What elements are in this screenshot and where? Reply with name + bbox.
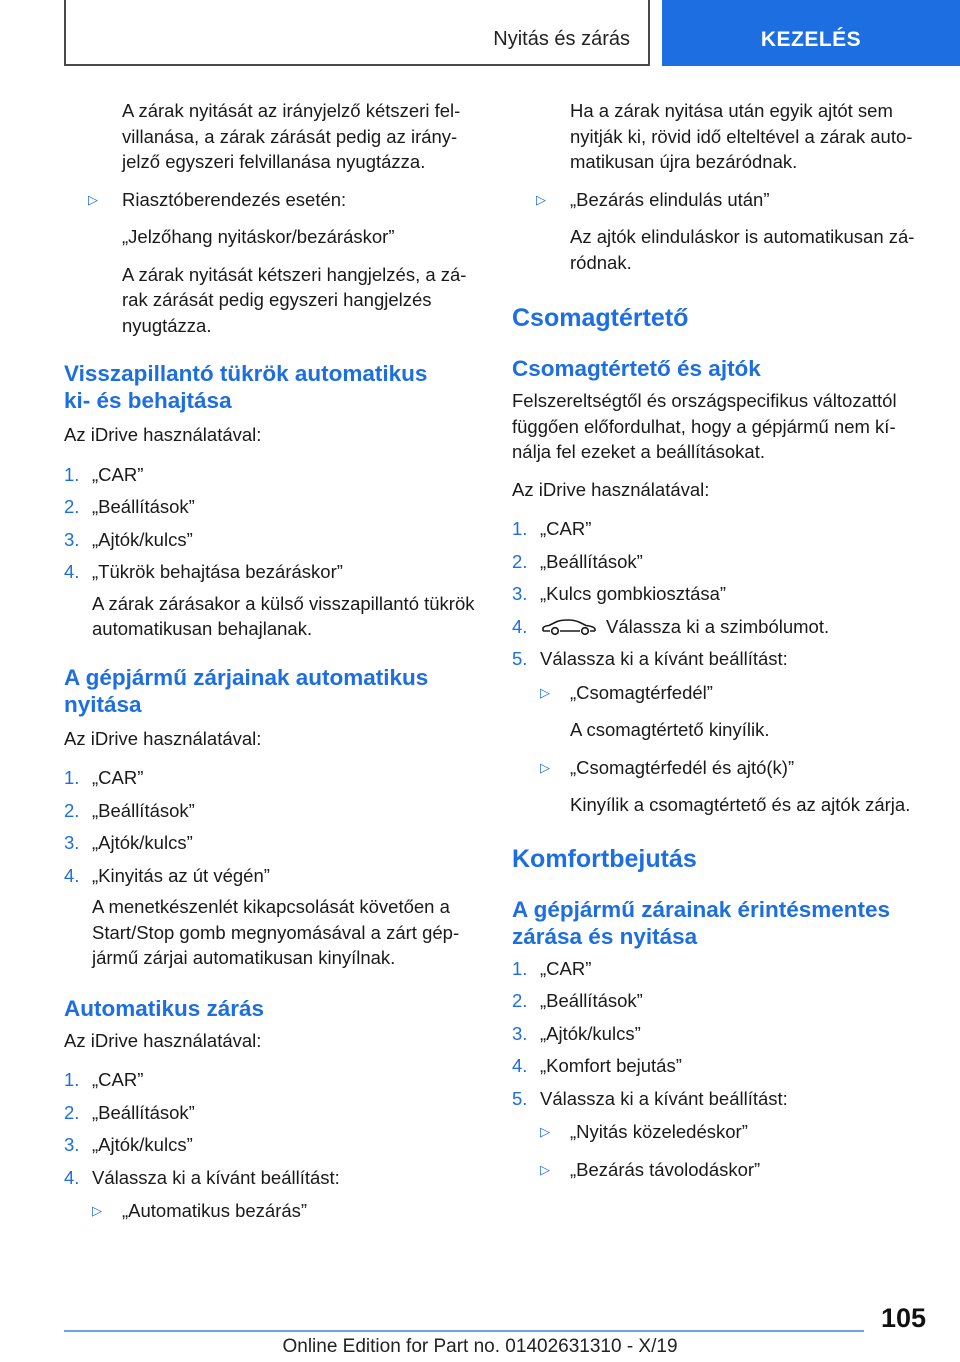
- list-item: 1. „CAR”: [512, 518, 592, 539]
- header-section-box: [64, 0, 650, 66]
- list-item: 1. „CAR”: [512, 957, 592, 979]
- triangle-bullet-icon: ▷: [540, 759, 550, 775]
- list-item: 2. „Beállítások”: [64, 496, 195, 517]
- right-column: [512, 98, 927, 1182]
- mirrors-note: A zárak zárásakor a külső visszapillantó tükrök automatikusan behajlanak.: [92, 592, 475, 639]
- left-column: [64, 98, 484, 1224]
- trunk-intro: Az iDrive használatával:: [512, 478, 710, 500]
- list-item: 4. „Tükrök behajtása bezáráskor”: [64, 561, 343, 582]
- list-item: 4. „Kinyitás az út végén”: [64, 864, 270, 886]
- intro-text: [64, 98, 484, 175]
- sub-option: ▷ „Csomagtérfedél”: [512, 680, 927, 706]
- list-item: 4. Válassza ki a szimbólumot.: [512, 615, 830, 637]
- heading-auto-unlock: A gépjármű zárjainak automatikus nyitása: [64, 664, 429, 717]
- triangle-bullet-icon: ▷: [92, 1203, 102, 1218]
- mirrors-steps: [64, 462, 484, 585]
- page-number: 105: [880, 1303, 926, 1333]
- list-item: 1. „CAR”: [64, 1069, 144, 1090]
- text-line: villanása, a zárak zárását pedig az irány-: [122, 125, 458, 147]
- auto-unlock-note: A menetkészenlét kikapcsolását követően a Start/Stop gomb megnyomásával a zárt gép- jármű zárjai automatikusan kinyílnak.: [92, 896, 460, 968]
- list-item: 1. „CAR”: [64, 767, 144, 788]
- list-item: 4. „Komfort bejutás”: [512, 1055, 682, 1076]
- list-item: 3. „Ajtók/kulcs”: [512, 1022, 641, 1044]
- relock-note: Ha a zárak nyitása után egyik ajtót sem nyitják ki, rövid idő elteltével a zárak auto- matikusan újra bezáródnak.: [570, 100, 913, 172]
- list-item: 3. „Ajtók/kulcs”: [64, 1134, 193, 1155]
- auto-lock-intro: Az iDrive használatával:: [64, 1029, 262, 1051]
- list-item: 2. „Beállítások”: [512, 990, 643, 1011]
- bullet-item-alarm: ▷ Riasztóberendezés esetén:: [64, 187, 484, 213]
- footer-divider: [64, 1330, 864, 1332]
- chapter-title: KEZELÉS: [760, 28, 862, 51]
- sub-option: ▷ „Automatikus bezárás”: [64, 1198, 484, 1224]
- auto-unlock-intro: Az iDrive használatával:: [64, 727, 262, 749]
- list-item: 2. „Beállítások”: [64, 1101, 195, 1123]
- bullet-item-drive-lock: ▷ „Bezárás elindulás után”: [512, 187, 927, 213]
- text-line: rak zárását pedig egyszeri hangjelzés: [122, 289, 432, 310]
- auto-unlock-steps: [64, 765, 484, 888]
- heading-trunk-doors: Csomagtértető és ajtók: [512, 356, 761, 381]
- sub-option: ▷ „Csomagtérfedél és ajtó(k)”: [512, 755, 927, 781]
- heading-comfort-access: Komfortbejutás: [512, 844, 697, 873]
- list-item: 3. „Ajtók/kulcs”: [64, 832, 193, 853]
- list-item: 3. „Ajtók/kulcs”: [64, 528, 193, 550]
- triangle-bullet-icon: ▷: [540, 1124, 550, 1139]
- drive-lock-description: Az ajtók elinduláskor is automatikusan zá- ródnak.: [570, 226, 915, 273]
- list-item: 1. „CAR”: [64, 463, 144, 485]
- list-item: 2. „Beállítások”: [64, 799, 195, 821]
- alarm-description: [64, 262, 484, 339]
- triangle-bullet-icon: ▷: [536, 191, 546, 207]
- list-item: 4. Válassza ki a kívánt beállítást:: [64, 1166, 340, 1188]
- list-item: 5. Válassza ki a kívánt beállítást:: [512, 648, 788, 669]
- text-line: nyugtázza.: [122, 314, 212, 336]
- car-symbol-icon: [540, 618, 598, 636]
- sub-option: ▷ „Nyitás közeledéskor”: [512, 1119, 927, 1145]
- heading-mirrors: Visszapillantó tükrök automatikus ki- és behajtása: [64, 361, 428, 413]
- list-item: 5. Válassza ki a kívánt beállítást:: [512, 1087, 788, 1109]
- auto-lock-steps: [64, 1067, 484, 1190]
- text-line: A zárak nyitását az irányjelző kétszeri fel-: [122, 100, 461, 121]
- heading-auto-lock: Automatikus zárás: [64, 995, 265, 1021]
- sub-option: ▷ „Bezárás távolodáskor”: [512, 1157, 927, 1183]
- text-line: A zárak nyitását kétszeri hangjelzés, a zá-: [122, 263, 467, 285]
- mirrors-intro: Az iDrive használatával:: [64, 424, 262, 445]
- trunk-steps: [512, 516, 927, 672]
- trunk-description: Felszereltségtől és országspecifikus változattól függően előfordulhat, hogy a gépjármű nem kí- nálja fel ezeket a beállításokat.: [512, 390, 897, 462]
- sub-option-description: A csomagtértető kinyílik.: [570, 719, 770, 740]
- triangle-bullet-icon: ▷: [540, 684, 550, 700]
- triangle-bullet-icon: ▷: [88, 191, 98, 207]
- heading-trunk: Csomagtértető: [512, 304, 689, 332]
- comfort-steps: [512, 956, 927, 1112]
- sub-option-description: Kinyílik a csomagtértető és az ajtók zárja.: [570, 794, 911, 815]
- triangle-bullet-icon: ▷: [540, 1161, 550, 1177]
- heading-contactless-locking: A gépjármű zárainak érintésmentes zárása és nyitása: [512, 896, 891, 949]
- alarm-option: „Jelzőhang nyitáskor/bezáráskor”: [122, 226, 395, 247]
- chapter-tab: [662, 0, 960, 66]
- list-item: 2. „Beállítások”: [512, 550, 643, 572]
- text-line: jelző egyszeri felvillanása nyugtázza.: [122, 151, 426, 172]
- footer-edition: Online Edition for Part no. 01402631310 - X/19: [282, 1336, 678, 1357]
- list-item: 3. „Kulcs gombkiosztása”: [512, 583, 727, 604]
- section-title: Nyitás és zárás: [493, 28, 630, 50]
